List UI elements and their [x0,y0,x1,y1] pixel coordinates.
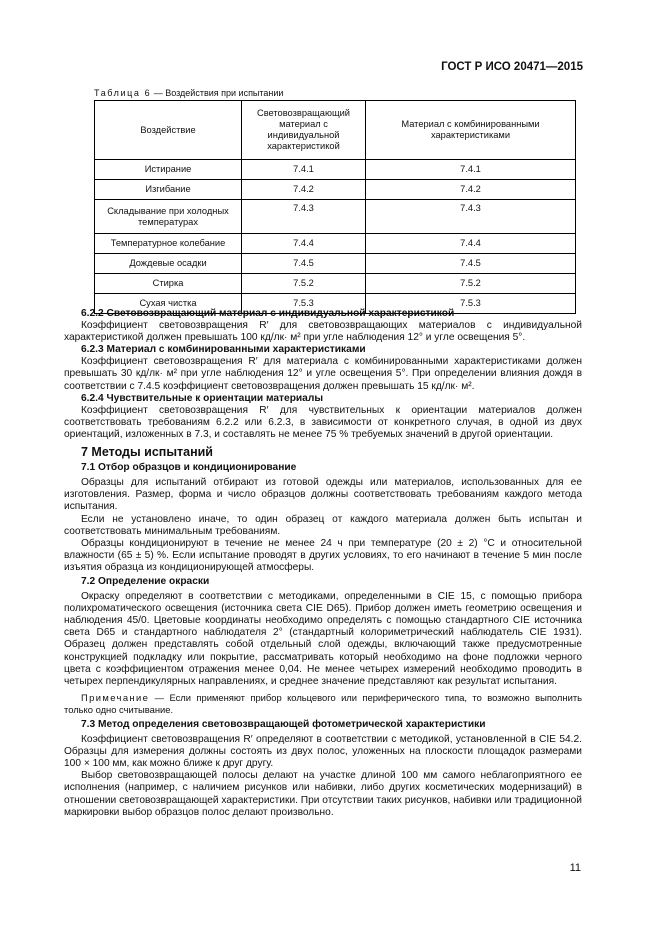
section-7-1-title: 7.1 Отбор образцов и кондиционирование [81,462,297,474]
note-paragraph [64,692,582,716]
page-number: 11 [569,862,581,874]
table-row [95,200,576,234]
table-caption-prefix: Таблица 6 [94,88,152,98]
section-7-title: 7 Методы испытаний [81,445,213,460]
table-cell: 7.5.2 [366,274,576,294]
table-row [95,234,576,254]
table-cell: Истирание [95,160,242,180]
table-row [95,160,576,180]
section-7-1-paragraph: Образцы кондиционируют в течение не менее 24 ч при температуре (20 ± 2) °С и относительной влажности (65 ± 5) %. Если испытание проводят в других условиях, то его начинают в течение 5 мин после изъятия образца из кондиционирующей атмосферы. [64,537,582,573]
section-7-3-paragraph: Коэффициент световозвращения R′ определяют в соответствии с методикой, установленной в CIE 54.2. Образцы для измерения должны состоять из двух полос, уложенных на плоскости площадок размерами 100 × 100 мм, как можно ближе к друг другу. [64,734,582,770]
table-row [95,254,576,274]
section-7-3-paragraph: Выбор световозвращающей полосы делают на участке длиной 100 мм самого неблагоприятного ее исполнения (например, с наличием рисунков или набивки, либо других косметических модернизаций) в отношении световозвращающей характеристики. При отсутствии таких рисунков, набивки или традиционной маркировки выбор образцов полос делают произвольно. [64,770,582,818]
table-cell: 7.5.3 [242,294,366,314]
table-cell: 7.4.3 [366,200,576,234]
table-caption-rest: — Воздействия при испытании [151,88,284,98]
table-cell: 7.4.4 [242,234,366,254]
table-header-row [95,101,576,160]
note-prefix: Примечание [81,691,150,703]
table-header-cell: Воздействие [95,101,242,160]
table-cell: 7.4.1 [242,160,366,180]
section-6-2-4-text: Коэффициент световозвращения R′ для чувствительных к ориентации материалов должен соответствовать требованиям 6.2.2 или 6.2.3, в зависимости от конкретного случая, в одной из двух ориентаций, изложенных в 7.3, и составлять не менее 75 % требуемых значений в другой ориентации. [64,404,582,440]
table-cell: Стирка [95,274,242,294]
table-header-cell: Материал с комбинированными характеристиками [366,101,576,160]
table-cell: 7.4.4 [366,234,576,254]
table-row [95,274,576,294]
section-6-2-2-title: 6.2.2 Световозвращающий материал с индивидуальной характеристикой [81,308,455,319]
table-cell: 7.4.1 [366,160,576,180]
table-cell: 7.4.2 [366,180,576,200]
table-cell: 7.4.3 [242,200,366,234]
document-header: ГОСТ Р ИСО 20471—2015 [441,61,583,73]
table-caption [94,88,283,98]
table-header-cell: Световозвращающий материал с индивидуальной характеристикой [242,101,366,160]
section-6-2-3-title: 6.2.3 Материал с комбинированными характеристиками [81,344,366,356]
tests-table [94,100,576,314]
section-7-1-paragraph: Если не установлено иначе, то один образец от каждого материала должен быть испытан и соответствовать минимальным требованиям. [64,513,582,537]
table-cell: Дождевые осадки [95,254,242,274]
table-cell: Складывание при холодных температурах [95,200,242,234]
table-cell: 7.4.5 [366,254,576,274]
table-row [95,180,576,200]
table-cell: 7.4.2 [242,180,366,200]
table-cell: 7.4.5 [242,254,366,274]
section-6-2-3-text: Коэффициент световозвращения R′ для материала с комбинированными характеристиками должен превышать 30 кд/лк· м² при угле наблюдения 12° и угле освещения 5°. При определении влияния дождя в соответствии с 7.4.5 коэффициент световозвращения должен превышать 15 кд/лк· м². [64,356,582,392]
table-cell: 7.5.3 [366,294,576,314]
section-7-3-title: 7.3 Метод определения световозвращающей фотометрической характеристики [81,719,486,730]
section-6-2-2-text: Коэффициент световозвращения R′ для световозвращающих материалов с индивидуальной характеристикой должен превышать 100 кд/лк· м² при угле наблюдения 12° и угле освещения 5°. [64,320,582,344]
table-cell: Изгибание [95,180,242,200]
body-text [64,308,582,819]
section-7-1-paragraph: Образцы для испытаний отбирают из готовой одежды или материалов, использованных для ее изготовления. Размер, форма и число образцов должны соответствовать требованиям каждого метода испытания. [64,477,582,513]
table-cell: Сухая чистка [95,294,242,314]
section-7-2-title: 7.2 Определение окраски [81,575,210,587]
note-text: — Если применяют прибор кольцевого или периферического типа, то возможно выполнить только одно считывание. [64,691,582,715]
section-6-2-4-title: 6.2.4 Чувствительные к ориентации материалы [81,392,324,404]
section-7-2-paragraph: Окраску определяют в соответствии с методиками, определенными в CIE 15, с помощью прибора полихроматического освещения (источника света CIE D65). Прибор должен иметь геометрию освещения и наблюдения 45/0. Цветовые координаты необходимо определять с помощью стандартного CIE источника света D65 и стандартного наблюдателя 2° (стандартный колориметрический наблюдатель CIE 1931). Образец должен представлять собой отдельный слой одежды, включающий также предусмотренные конструкцией подкладку или покрытие, рассматривать который необходимо на фоне подложки черного цвета с коэффициентом отражения менее 0,04. Не менее четырех измерений необходимо проводить в четырех перпендикулярных направлениях, и среднее значение представляют как результат испытания. [64,591,582,687]
table-cell: Температурное колебание [95,234,242,254]
table-cell: 7.5.2 [242,274,366,294]
